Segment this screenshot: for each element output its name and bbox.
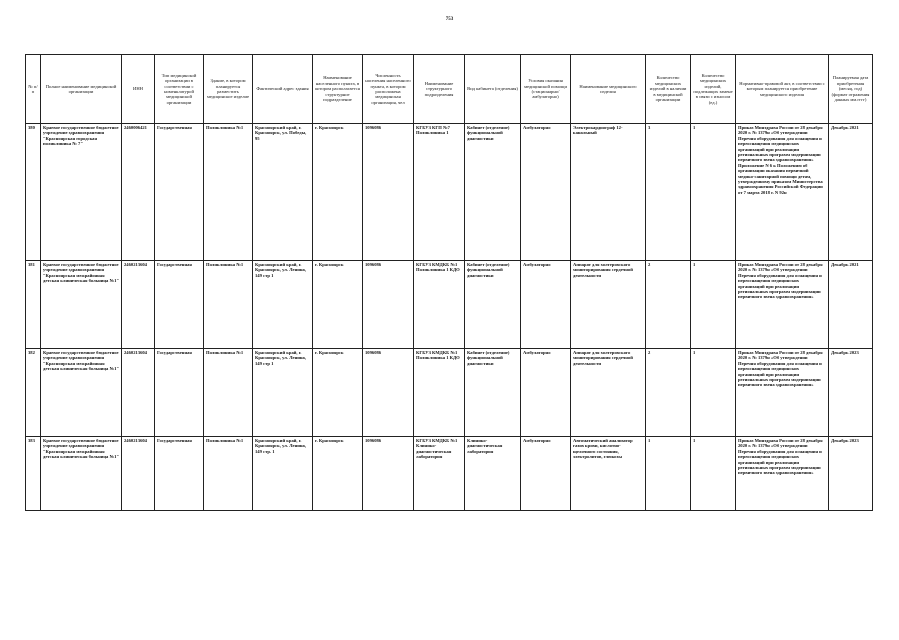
col-header-available: Количество медицинских изделий в наличии в медицинской организации	[646, 55, 691, 124]
col-header-building: Здание, в котором планируется разместить медицинское изделие	[204, 55, 253, 124]
cell-act: Приказ Минздрава России от 28 декабря 2020 г. № 1379н «Об утверждении Перечня оборудования для оснащения и переоснащения медицинских организаций при реализации региональных программ модернизации первичного звена здравоохранения»	[736, 349, 829, 437]
col-header-address: Фактический адрес здания	[253, 55, 313, 124]
cell-replace: 1	[691, 437, 736, 511]
cell-type: Государственная	[155, 124, 204, 261]
cell-unit: КГБУЗ КГП №7 Поликлиника 1	[414, 124, 465, 261]
cell-locality: г. Красноярск	[313, 437, 363, 511]
col-header-act: Нормативно-правовой акт, в соответствии с которым планируется приобретение медицинского изделия	[736, 55, 829, 124]
table-row	[26, 124, 873, 261]
cell-conditions: Амбулаторно	[521, 124, 571, 261]
cell-building: Поликлиника №1	[204, 437, 253, 511]
registry-table	[25, 54, 873, 511]
cell-date: Декабрь 2023	[829, 437, 873, 511]
col-header-org: Полное наименование медицинской организации	[41, 55, 122, 124]
cell-inn: 2460213604	[122, 349, 155, 437]
cell-available: 1	[646, 437, 691, 511]
cell-type: Государственная	[155, 349, 204, 437]
cell-replace: 1	[691, 349, 736, 437]
col-header-num: № п/п	[26, 55, 41, 124]
cell-address: Красноярский край, г. Красноярск, ул. Победы, 95	[253, 124, 313, 261]
col-header-inn: ИНН	[122, 55, 155, 124]
col-header-date: Планируемая дата приобретения (месяц, год) (формат отражения данных мм.гггг)	[829, 55, 873, 124]
table-row	[26, 437, 873, 511]
cell-available: 2	[646, 349, 691, 437]
cell-building: Поликлиника №1	[204, 261, 253, 349]
cell-org: Краевое государственное бюджетное учреждение здравоохранения "Красноярская межрайонная детская клиническая больница №1"	[41, 349, 122, 437]
cell-conditions: Амбулаторно	[521, 261, 571, 349]
cell-replace: 1	[691, 261, 736, 349]
cell-locality: г. Красноярск	[313, 124, 363, 261]
cell-num: 380	[26, 124, 41, 261]
cell-unit: КГБУЗ КМДКБ №1 Поликлиника 1 КДО	[414, 261, 465, 349]
cell-act: Приказ Минздрава России от 28 декабря 2020 г. № 1379н «Об утверждении Перечня оборудования для оснащения и переоснащения медицинских организаций при реализации региональных программ модернизации первичного звена здравоохранения»	[736, 261, 829, 349]
cell-date: Декабрь 2021	[829, 124, 873, 261]
col-header-device: Наименование медицинского изделия	[571, 55, 646, 124]
cell-address: Красноярский край, г. Красноярск, ул. Ленина, 149 стр 1	[253, 349, 313, 437]
cell-device: Аппарат для холтеровского мониторирования сердечной деятельности	[571, 349, 646, 437]
cell-available: 2	[646, 261, 691, 349]
cell-available: 3	[646, 124, 691, 261]
col-header-population: Численность населения населенного пункта, в котором расположена медицинская организация, чел	[363, 55, 414, 124]
cell-cabinet: Кабинет (отделение) функциональной диагностики	[465, 349, 521, 437]
cell-device: Автоматический анализатор газов крови, кислотно-щелочного состояния, электролитов, глюкозы	[571, 437, 646, 511]
cell-inn: 2460213604	[122, 261, 155, 349]
table-row	[26, 261, 873, 349]
cell-building: Поликлиника №1	[204, 124, 253, 261]
cell-cabinet: Кабинет (отделение) функциональной диагностики	[465, 124, 521, 261]
cell-act: Приказ Минздрава России от 28 декабря 2020 г. № 1379н «Об утверждении Перечня оборудования для оснащения и переоснащения медицинских организаций при реализации региональных программ модернизации первичного звена здравоохранения»	[736, 437, 829, 511]
col-header-type: Тип медицинской организации в соответствии с номенклатурой медицинской организации	[155, 55, 204, 124]
cell-org: Краевое государственное бюджетное учреждение здравоохранения "Красноярская городская поликлиника № 7"	[41, 124, 122, 261]
page-number: 753	[445, 17, 454, 22]
cell-org: Краевое государственное бюджетное учреждение здравоохранения "Красноярская межрайонная детская клиническая больница №1"	[41, 437, 122, 511]
cell-unit: КГБУЗ КМДКБ №1 Клинико-диагностическая лаборатория	[414, 437, 465, 511]
cell-date: Декабрь 2023	[829, 349, 873, 437]
col-header-cabinet: Вид кабинета (отделения)	[465, 55, 521, 124]
cell-device: Электрокардиограф 12-канальный	[571, 124, 646, 261]
cell-org: Краевое государственное бюджетное учреждение здравоохранения "Красноярская межрайонная детская клиническая больница №1"	[41, 261, 122, 349]
cell-type: Государственная	[155, 437, 204, 511]
col-header-unit: Наименование структурного подразделения	[414, 55, 465, 124]
cell-locality: г. Красноярск	[313, 261, 363, 349]
cell-act: Приказ Минздрава России от 28 декабря 2020 г. № 1379н «Об утверждении Перечня оборудования для оснащения и переоснащения медицинских организаций при реализации региональных программ модернизации первичного звена здравоохранения» Приложение N 6 к Положению об организации оказания первичной медико-санитарной помощи детям, утвержденному приказом Министерства здравоохранения Российской Федерации от 7 марта 2018 г. N 92н	[736, 124, 829, 261]
cell-num: 382	[26, 349, 41, 437]
cell-inn: 2460006421	[122, 124, 155, 261]
cell-population: 1096086	[363, 349, 414, 437]
cell-address: Красноярский край, г. Красноярск, ул. Ленина, 149 стр 1	[253, 261, 313, 349]
cell-address: Красноярский край, г. Красноярск, ул. Ленина, 149 стр. 1	[253, 437, 313, 511]
col-header-replace: Количество медицинских изделий, подлежащих замене в связи с износом (ед.)	[691, 55, 736, 124]
cell-date: Декабрь 2021	[829, 261, 873, 349]
cell-replace: 1	[691, 124, 736, 261]
cell-conditions: Амбулаторно	[521, 437, 571, 511]
cell-population: 1096086	[363, 124, 414, 261]
header-row	[26, 55, 873, 124]
cell-unit: КГБУЗ КМДКБ №1 Поликлиника 1 КДО	[414, 349, 465, 437]
cell-device: Аппарат для холтеровского мониторирования сердечной деятельности	[571, 261, 646, 349]
col-header-locality: Наименование населенного пункта, в котором располагается структурное подразделение	[313, 55, 363, 124]
cell-num: 381	[26, 261, 41, 349]
cell-building: Поликлиника №1	[204, 349, 253, 437]
cell-conditions: Амбулаторно	[521, 349, 571, 437]
cell-type: Государственная	[155, 261, 204, 349]
cell-inn: 2460213604	[122, 437, 155, 511]
cell-cabinet: Клинико-диагностическая лаборатория	[465, 437, 521, 511]
cell-num: 383	[26, 437, 41, 511]
col-header-conditions: Условия оказания медицинской помощи (стационарно/амбулаторно)	[521, 55, 571, 124]
table-row	[26, 349, 873, 437]
cell-population: 1096086	[363, 437, 414, 511]
cell-cabinet: Кабинет (отделение) функциональной диагностики	[465, 261, 521, 349]
cell-population: 1096086	[363, 261, 414, 349]
cell-locality: г. Красноярск	[313, 349, 363, 437]
